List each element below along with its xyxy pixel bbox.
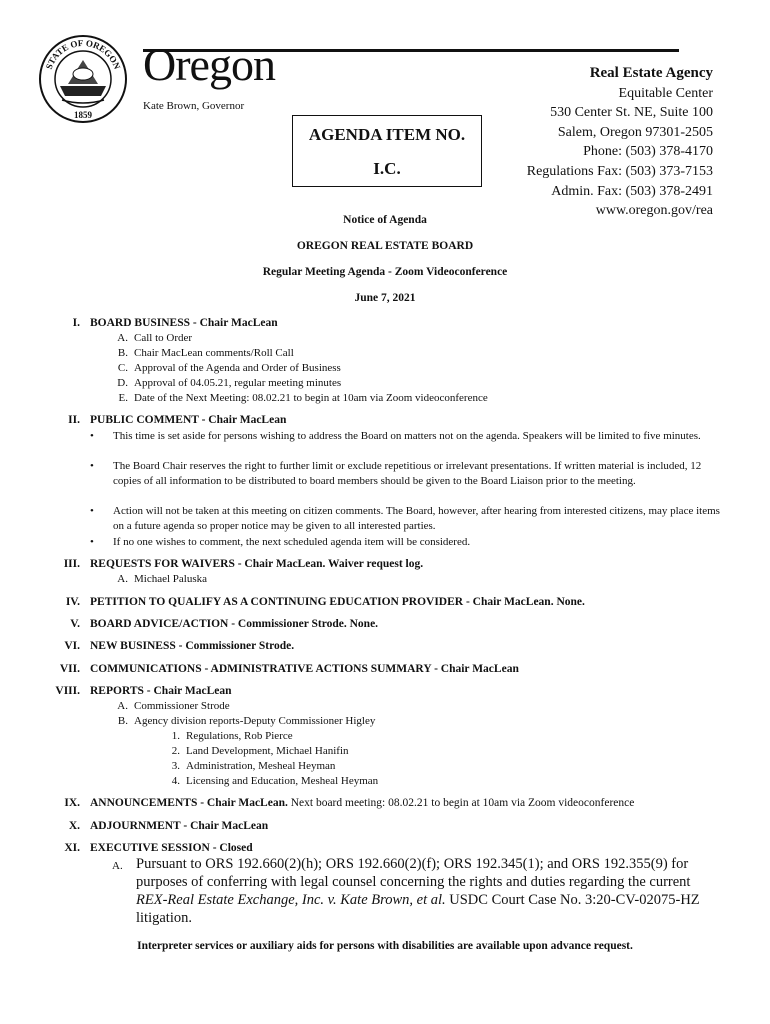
bullet-item: • If no one wishes to comment, the next scheduled agenda item will be considered. — [90, 536, 471, 548]
section-number: IX. — [64, 797, 80, 809]
accessibility-notice: Interpreter services or auxiliary aids for persons with disabilities are available upon advance request. — [137, 940, 633, 952]
agency-building: Equitable Center — [618, 85, 713, 101]
section-title: COMMUNICATIONS - ADMINISTRATIVE ACTIONS SUMMARY - Chair MacLean — [90, 663, 519, 675]
bullet-item: • Action will not be taken at this meeting on citizen comments. The Board, however, after hearing from interested citizens, may place items on a future agenda so proper notice may be given to all interested parties. — [90, 505, 720, 532]
agency-reg-fax: Regulations Fax: (503) 373-7153 — [526, 163, 713, 179]
section-number: IV. — [65, 596, 80, 608]
meeting-type: Regular Meeting Agenda - Zoom Videoconference — [262, 266, 508, 278]
board-name: OREGON REAL ESTATE BOARD — [296, 240, 474, 252]
section-number: VI. — [64, 640, 80, 652]
agency-phone: Phone: (503) 378-4170 — [583, 144, 713, 160]
bullet-item: • The Board Chair reserves the right to further limit or exclude repetitious or irrelevant presentations. If written material is included, 12 copies of all information to be distributed to board members should be given to the Board Liaison prior to the meeting. — [90, 460, 702, 487]
agency-website: www.oregon.gov/rea — [595, 203, 713, 219]
announcement-detail: Next board meeting: 08.02.21 to begin at 10am via Zoom videoconference — [287, 797, 635, 809]
agency-city: Salem, Oregon 97301-2505 — [557, 124, 713, 140]
meeting-date: June 7, 2021 — [354, 292, 416, 304]
section-title: BOARD ADVICE/ACTION - Commissioner Strode. None. — [90, 618, 379, 630]
seal-text: STATE OF OREGON — [43, 37, 123, 71]
section-title: REPORTS - Chair MacLean — [90, 685, 232, 697]
section-title: BOARD BUSINESS - Chair MacLean — [90, 317, 278, 329]
case-name: REX-Real Estate Exchange, Inc. v. Kate Brown, et al. — [136, 892, 446, 908]
notice-heading: Notice of Agenda — [343, 214, 427, 226]
section-title: NEW BUSINESS - Commissioner Strode. — [90, 640, 295, 652]
agenda-item-number: I.C. — [373, 159, 401, 178]
section-number: III. — [63, 558, 80, 570]
agenda-item-box — [292, 115, 482, 187]
section-number: II. — [68, 414, 80, 426]
section-title: ADJOURNMENT - Chair MacLean — [90, 820, 269, 832]
section-number: VIII. — [55, 685, 80, 697]
section-title: EXECUTIVE SESSION - Closed — [90, 842, 253, 854]
seal-year: 1859 — [74, 110, 92, 120]
agency-name: Real Estate Agency — [589, 65, 713, 81]
oregon-wordmark: Oregon — [143, 39, 275, 90]
agency-address-block — [527, 64, 713, 221]
agency-admin-fax: Admin. Fax: (503) 378-2491 — [551, 183, 713, 199]
section-number: VII. — [59, 663, 80, 675]
agenda-item-label: AGENDA ITEM NO. — [308, 125, 466, 144]
state-seal-logo — [38, 34, 128, 124]
section-number: X. — [68, 820, 80, 832]
section-number: XI. — [64, 842, 80, 854]
section-title: PETITION TO QUALIFY AS A CONTINUING EDUCATION PROVIDER - Chair MacLean. None. — [90, 596, 585, 608]
bullet-item: • This time is set aside for persons wishing to address the Board on matters not on the agenda. Speakers will be limited to five minutes. — [90, 430, 701, 442]
agency-street: 530 Center St. NE, Suite 100 — [550, 105, 713, 121]
governor-name: Kate Brown, Governor — [143, 100, 245, 112]
section-title: PUBLIC COMMENT - Chair MacLean — [90, 414, 287, 426]
section-title: ANNOUNCEMENTS - Chair MacLean. Next board meeting: 08.02.21 to begin at 10am via Zoom videoconference — [90, 797, 635, 809]
section-number: V. — [70, 618, 80, 630]
section-number: I. — [72, 317, 80, 329]
section-title: REQUESTS FOR WAIVERS - Chair MacLean. Waiver request log. — [90, 558, 424, 570]
executive-session-item: A. Pursuant to ORS 192.660(2)(h); ORS 192.660(2)(f); ORS 192.345(1); and ORS 192.355(9) for purposes of conferring with legal counsel concerning the rights and duties regarding the current REX-Real Estate Exchange, Inc. v. Kate Brown, et al. USDC Court Case No. 3:20-CV-02075-HZ litigation. — [112, 856, 700, 926]
